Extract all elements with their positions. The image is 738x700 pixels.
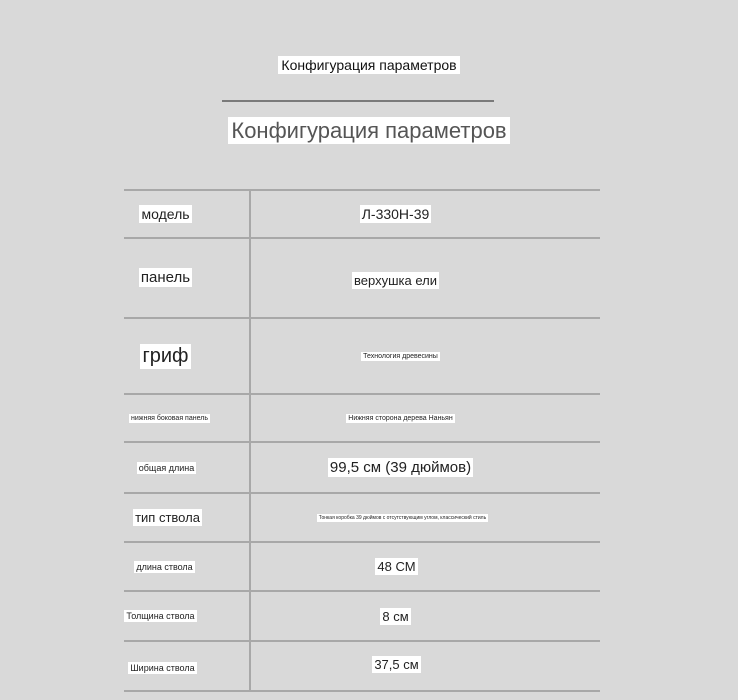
row-value-cell: [251, 592, 600, 640]
row-label-cell: [124, 592, 251, 640]
row-value: Тонкая коробка 39 дюймов с отсутствующим углом, классический стиль: [318, 514, 487, 521]
page-title: Конфигурация параметров: [228, 117, 509, 144]
row-value-cell: [251, 239, 600, 317]
row-label: гриф: [142, 344, 189, 367]
row-label-cell: [124, 319, 251, 393]
row-value-cell: [251, 443, 600, 492]
row-value-cell: [251, 494, 600, 541]
row-label: модель: [141, 206, 190, 222]
row-label-cell: [124, 239, 251, 317]
row-value-cell: [251, 191, 600, 237]
row-label: тип ствола: [135, 510, 200, 525]
row-value: 8 см: [382, 608, 409, 624]
row-value: 37,5 см: [374, 657, 419, 672]
table-row: [124, 640, 600, 692]
row-value: Нижняя сторона дерева Наньян: [348, 414, 453, 422]
header-divider: [222, 100, 494, 102]
row-value: 48 СМ: [377, 559, 416, 574]
table-row: [124, 393, 600, 441]
row-value-cell: [251, 395, 600, 441]
row-value-cell: [251, 319, 600, 393]
row-label: нижняя боковая панель: [131, 414, 208, 422]
table-row: [124, 541, 600, 590]
row-value-cell: [251, 543, 600, 590]
row-label: Ширина ствола: [130, 663, 195, 673]
row-label-cell: [124, 395, 251, 441]
header-title: Конфигурация параметров: [278, 56, 459, 74]
main-title-wrap: [0, 118, 738, 144]
row-label: Толщина ствола: [126, 611, 195, 621]
table-row: [124, 441, 600, 492]
table-row: [124, 189, 600, 237]
row-value: Л-330Н-39: [361, 206, 430, 222]
table-row: [124, 590, 600, 640]
table-row: [124, 317, 600, 393]
row-label-cell: [124, 494, 251, 541]
table-row: [124, 237, 600, 317]
row-value: 99,5 см (39 дюймов): [329, 459, 472, 476]
row-label-cell: [124, 191, 251, 237]
row-label-cell: [124, 443, 251, 492]
table-row: [124, 492, 600, 541]
spec-table: [124, 189, 600, 692]
row-value: Технология древесины: [363, 352, 438, 360]
row-label: длина ствола: [136, 561, 193, 572]
row-value: верхушка ели: [354, 273, 437, 288]
row-label: общая длина: [138, 462, 195, 473]
row-label: панель: [140, 269, 191, 286]
row-label-cell: [124, 642, 251, 690]
row-label-cell: [124, 543, 251, 590]
header-title-wrap: [0, 57, 738, 75]
row-value-cell: [251, 642, 600, 690]
